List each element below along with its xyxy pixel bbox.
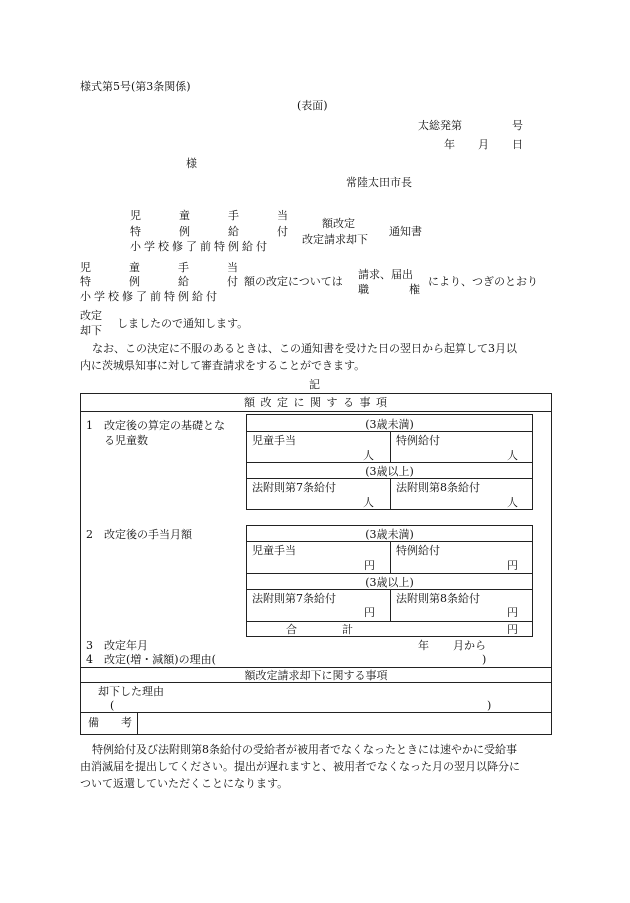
body-allowance-row1	[80, 261, 238, 274]
body-request-line2b: 権	[409, 283, 420, 296]
item3-year: 年	[418, 639, 429, 652]
body-char: 手	[178, 261, 189, 274]
body-char: 例	[129, 275, 140, 288]
divider	[390, 589, 391, 621]
supp-art7-label: 法附則第7条給付	[252, 592, 336, 605]
issuer: 常陸太田市長	[346, 176, 412, 189]
child-count-unit: 人	[363, 449, 374, 462]
item3-label: 3 改定年月	[86, 639, 148, 652]
body-char: 童	[129, 261, 140, 274]
date-month: 月	[478, 138, 489, 151]
art8-amount-unit: 円	[507, 606, 518, 619]
doc-number-prefix: 太総発第	[418, 119, 462, 132]
item2-label: 2 改定後の手当月額	[86, 528, 192, 541]
section1-header: 額 改 定 に 関 す る 事 項	[244, 396, 388, 409]
over3-label: (3歳以上)	[365, 576, 414, 589]
divider	[390, 478, 391, 510]
special-amount-unit: 円	[507, 559, 518, 572]
title-action-2: 改定請求却下	[302, 233, 368, 246]
title-allowance-row2	[130, 225, 288, 238]
footer-line3: ついて返還していただくことになります。	[80, 777, 289, 790]
title-char: 付	[277, 225, 288, 238]
item1-label-line2: る児童数	[104, 434, 148, 447]
body-char: 児	[80, 261, 91, 274]
child-allowance-label: 児童手当	[252, 544, 296, 557]
total-label-b: 計	[342, 623, 353, 636]
divider	[80, 411, 552, 412]
special-payment-label: 特例給付	[396, 434, 440, 447]
child-allowance-label: 児童手当	[252, 434, 296, 447]
body-allowance-row2	[80, 275, 238, 288]
supp-art8-label: 法附則第8条給付	[396, 592, 480, 605]
notice-line2: 内に茨城県知事に対して審査請求をすることができます。	[80, 359, 366, 372]
divider	[137, 712, 138, 734]
art7-count-unit: 人	[363, 496, 374, 509]
title-char: 特	[130, 225, 141, 238]
supp-art8-label: 法附則第8条給付	[396, 481, 480, 494]
body-char: 特	[80, 275, 91, 288]
special-count-unit: 人	[507, 449, 518, 462]
divider	[246, 621, 533, 622]
divider	[80, 712, 552, 713]
divider	[390, 541, 391, 573]
body-char: 付	[227, 275, 238, 288]
title-char: 給	[228, 225, 239, 238]
child-amount-unit: 円	[364, 559, 375, 572]
art7-amount-unit: 円	[364, 606, 375, 619]
addressee-suffix: 様	[186, 157, 197, 170]
date-year: 年	[444, 138, 455, 151]
divider	[246, 573, 533, 574]
title-char: 児	[130, 209, 141, 222]
special-payment-label: 特例給付	[396, 544, 440, 557]
body-allowance-row3: 小学校修了前特例給付	[80, 290, 220, 303]
item1-label-line1: 1 改定後の算定の基礎とな	[86, 419, 225, 432]
divider	[390, 431, 391, 462]
body-char: 給	[178, 275, 189, 288]
date-day: 日	[512, 138, 523, 151]
decision-2: 却下	[80, 324, 102, 337]
notice-line1: なお、この決定に不服のあるときは、この通知書を受けた日の翌日から起算して3月以	[92, 342, 517, 355]
decision-tail: しましたので通知します。	[117, 317, 249, 330]
body-mid-text: 額の改定については	[244, 275, 343, 288]
body-char: 当	[227, 261, 238, 274]
title-tail: 通知書	[389, 225, 422, 238]
title-action-1: 額改定	[322, 217, 355, 230]
title-char: 童	[179, 209, 190, 222]
ki-label: 記	[309, 378, 320, 391]
body-request-line1: 請求、届出	[358, 268, 413, 281]
reject-reason-label: 却下した理由	[98, 685, 164, 698]
remarks-label: 備 考	[88, 716, 132, 729]
title-allowance-row3: 小学校修了前特例給付	[130, 240, 270, 253]
side-label: (表面)	[297, 99, 328, 112]
item3-month-from: 月から	[453, 639, 486, 652]
body-request-line2a: 職	[358, 283, 369, 296]
title-char: 手	[228, 209, 239, 222]
total-amount-unit: 円	[507, 623, 518, 636]
decision-1: 改定	[80, 309, 102, 322]
over3-label: (3歳以上)	[365, 465, 414, 478]
body-end-text: により、つぎのとおり	[428, 275, 538, 288]
title-char: 例	[179, 225, 190, 238]
item4-close: )	[482, 653, 487, 666]
item4-label: 4 改定(増・減額)の理由(	[86, 653, 216, 666]
doc-number-suffix: 号	[512, 119, 523, 132]
title-allowance-row1	[130, 209, 288, 222]
under3-label: (3歳未満)	[365, 418, 414, 431]
section2-header: 額改定請求却下に関する事項	[244, 669, 388, 682]
footer-line1: 特例給付及び法附則第8条給付の受給者が被用者でなくなったときには速やかに受給事	[92, 743, 517, 756]
form-number: 様式第5号(第3条関係)	[80, 80, 191, 93]
title-char: 当	[277, 209, 288, 222]
footer-line2: 由消滅届を提出してください。提出が遅れますと、被用者でなくなった月の翌月以降分に	[80, 760, 520, 773]
divider	[80, 682, 552, 683]
divider	[80, 667, 552, 668]
supp-art7-label: 法附則第7条給付	[252, 481, 336, 494]
reject-open: (	[110, 699, 115, 712]
total-label-a: 合	[286, 623, 297, 636]
divider	[246, 462, 533, 463]
under3-label: (3歳未満)	[365, 528, 414, 541]
reject-close: )	[487, 699, 492, 712]
art8-count-unit: 人	[507, 496, 518, 509]
